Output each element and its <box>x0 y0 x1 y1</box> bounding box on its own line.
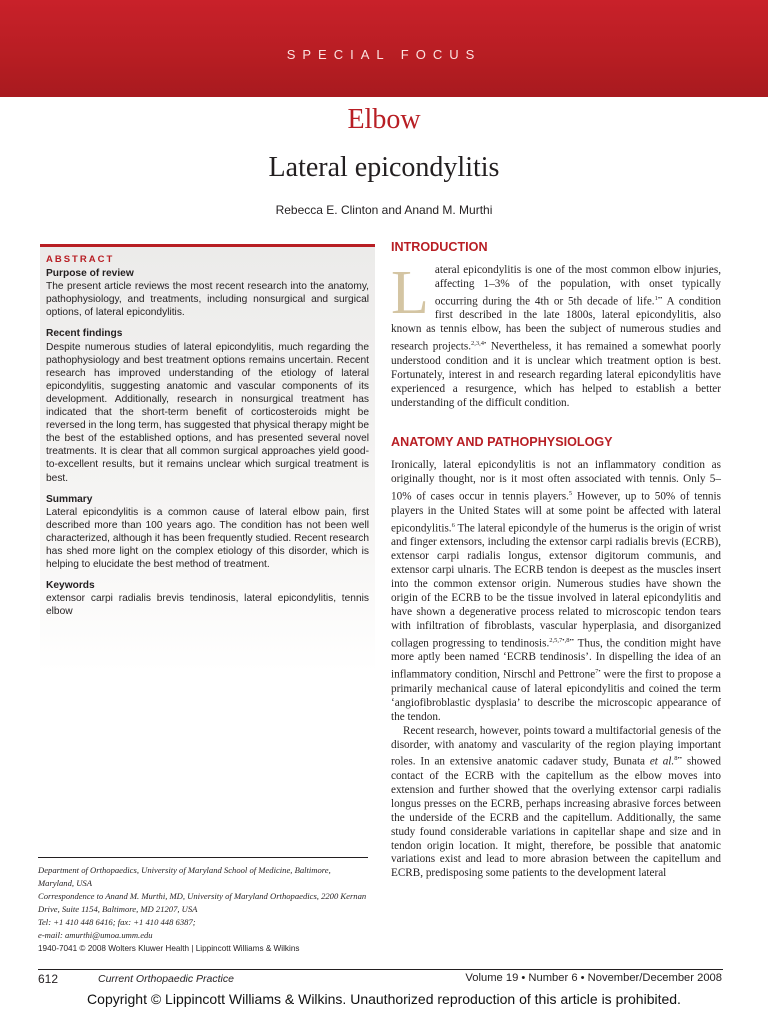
copyright-notice: Copyright © Lippincott Williams & Wilkins. Unauthorized reproduction of this article is prohibited. <box>87 991 681 1007</box>
abstract-text: The present article reviews the most recent research into the anatomy, pathophysiology, and treatments, including nonsurgical and surgical options, of lateral epicondylitis. <box>46 281 369 319</box>
anatomy-paragraph-2: Recent research, however, points toward a multifactorial genesis of the disorder, with anatomy and vascularity of the region playing important roles. In an extensive anatomic cadaver study, Bunata et al.$^{8••}$ showed contact of the ECRB with the capitellum as the elbow moves into extension and further showed that the overlying extensor carpi radialis longus presses on the ECRB, perhaps increasing abrasive forces between the underside of the ECRB and the capitellum. Additionally, the same study found considerable variations in capitellar shape and size and in tendon origin location. It might, therefore, be possible that anatomic variations exist and lead to more abrasion between the capitellum and ECRB, predisposing some patients to the development lateral <box>391 724 721 880</box>
citation[interactable]: 6 <box>451 521 455 529</box>
drop-cap: L <box>391 258 429 327</box>
citation[interactable]: 5 <box>568 490 573 498</box>
anatomy-heading: ANATOMY AND PATHOPHYSIOLOGY <box>391 435 613 450</box>
abstract-heading: Purpose of review <box>46 268 134 280</box>
banner-text: SPECIAL FOCUS <box>286 47 482 62</box>
page-number: 612 <box>38 972 59 986</box>
special-focus-banner <box>0 0 768 97</box>
section-title: Elbow <box>347 104 421 135</box>
main-column <box>391 241 721 881</box>
abstract-section-summary <box>46 493 369 572</box>
citation[interactable]: 8•• <box>674 755 683 763</box>
abstract-section-findings <box>46 327 369 484</box>
phone-fax: Tel: +1 410 448 6416; fax: +1 410 448 6387; <box>38 917 196 927</box>
author-footnote <box>38 857 368 955</box>
footer-rule <box>38 969 723 970</box>
citation[interactable]: 2,3,4• <box>471 340 487 348</box>
volume-info: Volume 19 • Number 6 • November/December 2008 <box>465 972 722 984</box>
citation[interactable]: 1•• <box>654 294 663 302</box>
abstract-heading: Summary <box>46 493 93 505</box>
abstract-section-keywords <box>46 579 369 618</box>
abstract-section-purpose <box>46 267 369 319</box>
affiliation: Department of Orthopaedics, University of Maryland School of Medicine, Baltimore, Maryland, USA <box>38 865 331 888</box>
article-title: Lateral epicondylitis <box>268 152 500 183</box>
abstract-text: extensor carpi radialis brevis tendinosis, lateral epicondylitis, tennis elbow <box>46 593 369 618</box>
issn-copyright: 1940-7041 © 2008 Wolters Kluwer Health | Lippincott Williams & Wilkins <box>38 944 300 953</box>
email-link[interactable]: e-mail: amurthi@umoa.umm.edu <box>38 930 153 940</box>
abstract-heading: Recent findings <box>46 328 123 340</box>
introduction-paragraph: Lateral epicondylitis is one of the most common elbow injuries, affecting 1–3% of the population, with onset typically occurring during the 4th or 5th decade of life.$^{1••}$ A condition first described in the late 1800s, lateral epicondylitis, also known as tennis elbow, has been the subject of numerous studies and research projects.$^{2,3,4•}$ Nevertheless, it has remained a somewhat poorly understood condition and it is unclear which treatment option is best. Fortunately, interest in and research regarding lateral epicondylitis have experienced a resurgence, which has helped to establish a better understanding of the difficult condition. <box>391 258 721 409</box>
abstract-heading: Keywords <box>46 580 95 592</box>
citation[interactable]: 7• <box>595 668 601 676</box>
journal-name: Current Orthopaedic Practice <box>98 973 234 985</box>
abstract-box <box>40 244 375 672</box>
citation[interactable]: 2,5,7•,8•• <box>549 636 574 644</box>
abstract-label: ABSTRACT <box>46 254 115 265</box>
abstract-text: Lateral epicondylitis is a common cause of lateral elbow pain, first described more than 100 years ago. The condition has not been well characterized, although it has been frequently studied. Recent research has shed more light on the complex etiology of this disorder, which is helping to elucidate the best method of treatment. <box>46 506 369 571</box>
correspondence: Correspondence to Anand M. Murthi, MD, University of Maryland Orthopaedics, 2200 Kernan Drive, Suite 1154, Baltimore, MD 21207, USA <box>38 891 367 914</box>
introduction-heading: INTRODUCTION <box>391 240 488 254</box>
anatomy-paragraph-1: Ironically, lateral epicondylitis is not an inflammatory condition as originally thought, nor is it most often associated with tennis. Only 5–10% of cases occur in tennis players.$^5$ However, up to 50% of tennis players in the United States will at some point be affected with lateral epicondylitis.$^6$ The lateral epicondyle of the humerus is the origin of wrist and finger extensors, including the extensor carpi radialis brevis (ECRB), extensor carpi radialis longus, extensor digitorum communis, and extensor carpi ulnaris. The ECRB tendon is deepest as the muscles insert into the common extensor origin. Numerous studies have shown the origin of the ECRB to be the tissue involved in lateral epicondylitis and have shown a degenerative process related to microscopic tendon tears with infiltration of fibroblasts, vascular hyperplasia, and disorganized collagen progressing to tendinosis.$^{2,5,7•,8••}$ Thus, the condition might have more aptly been named ‘ECRB tendinosis’. In dispelling the idea of an inflammatory condition, Nirschl and Pettrone$^{7•}$ were the first to propose a primarily mechanical cause of lateral epicondylitis and coined the term ‘angiofibroblastic dysplasia’ to describe the microscopic appearance of the tendon. <box>391 459 721 723</box>
abstract-text: Despite numerous studies of lateral epicondylitis, much regarding the pathophysiology and best treatment options remains uncertain. Recent research has improved understanding of the etiology of lateral epicondylitis, suggesting anatomic and vascular components of its development. Additionally, research in nonsurgical treatment has indicated that the short-term benefit of corticosteroids might be reversed in the long term, has suggested that physical therapy might be the best of the established options, and has presented several novel treatments. It is clear that all common surgical approaches yield good-to-excellent results, but it remains unclear which surgical treatment is best. <box>46 341 369 484</box>
article-authors: Rebecca E. Clinton and Anand M. Murthi <box>275 203 493 217</box>
